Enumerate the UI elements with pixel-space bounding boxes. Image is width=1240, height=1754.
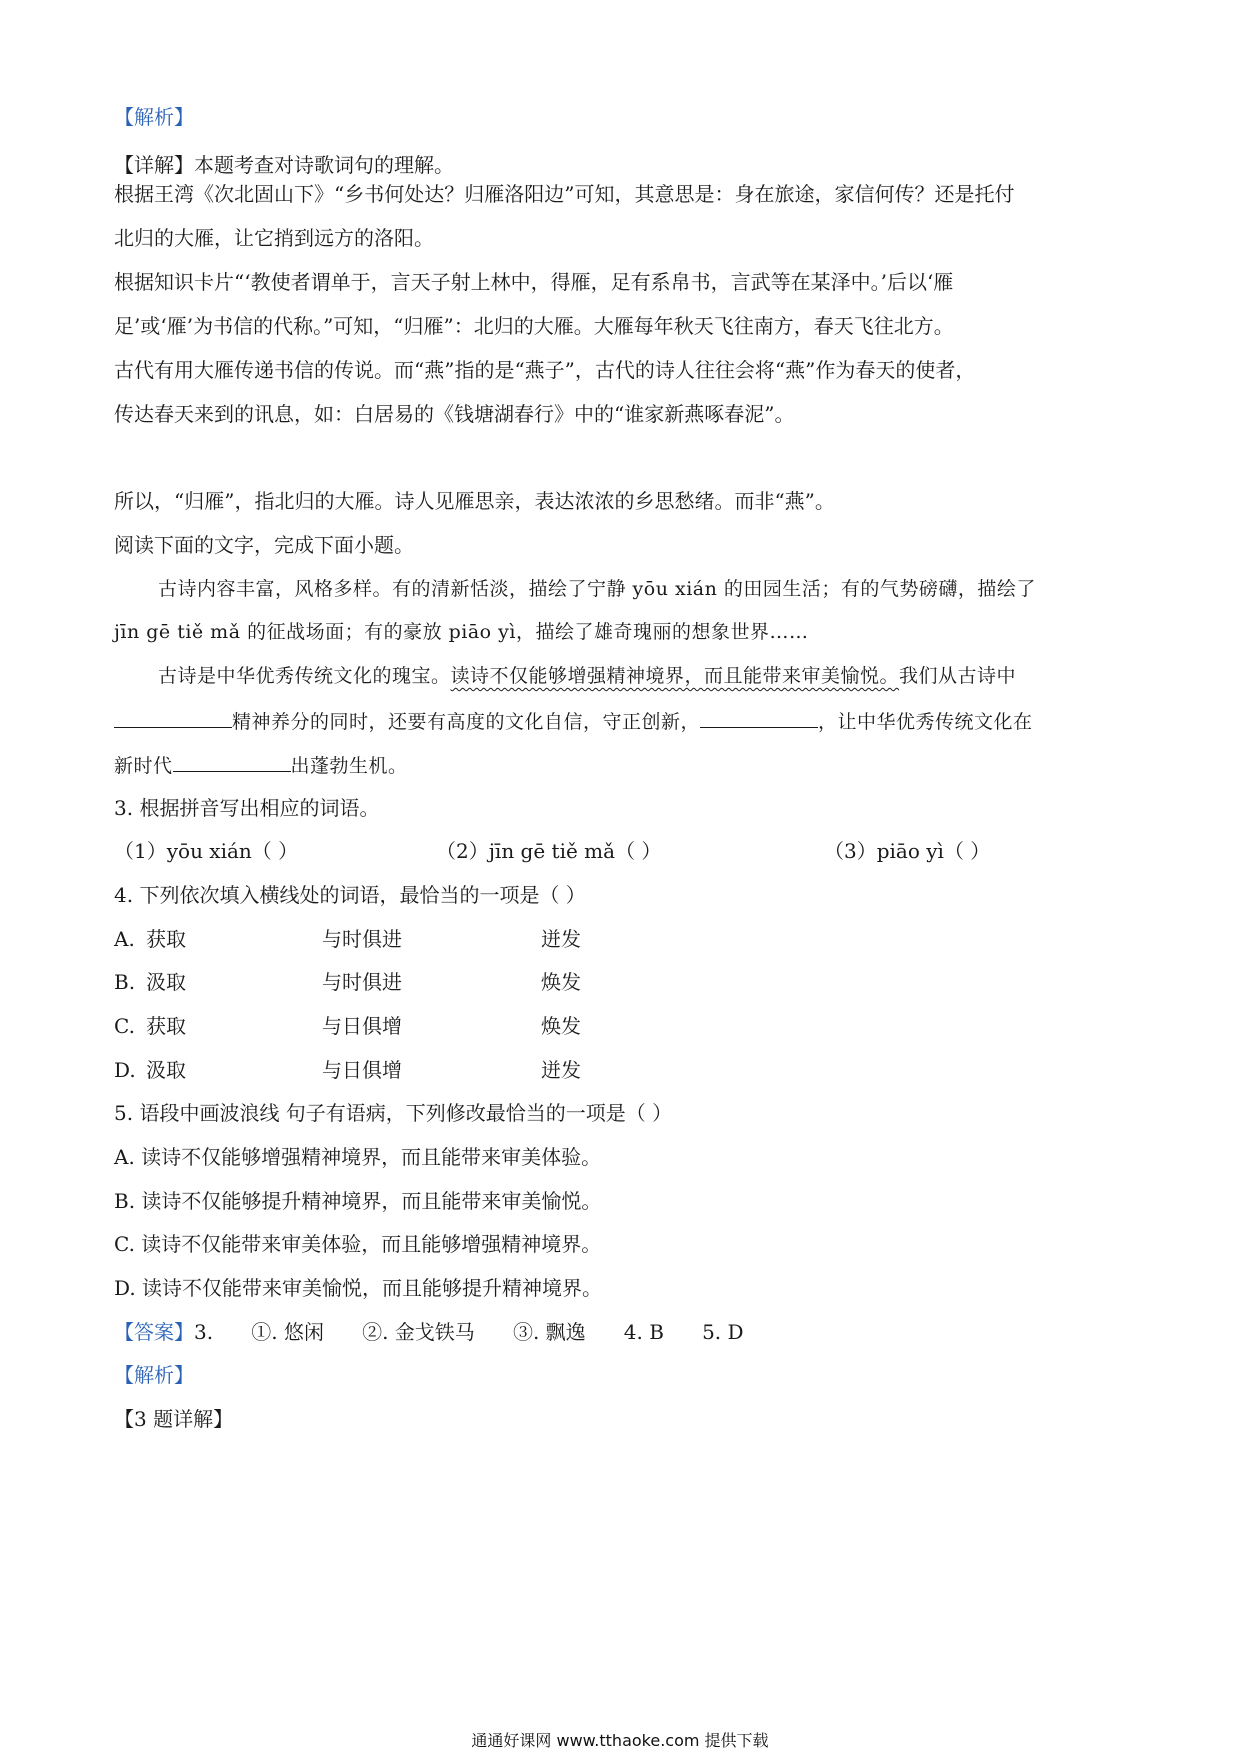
q4-option-c-label: C. bbox=[114, 1014, 135, 1038]
q4-option-b-word-1: 汲取 bbox=[146, 970, 186, 994]
q4-option-d-word-3: 迸发 bbox=[541, 1058, 581, 1082]
q5-option-b: B. 读诗不仅能够提升精神境界，而且能带来审美愉悦。 bbox=[114, 1189, 602, 1213]
q4-option-c-word-2: 与日俱增 bbox=[322, 1014, 402, 1038]
detail-intro: 【详解】本题考查对诗歌词句的理解。 bbox=[114, 153, 454, 177]
passage-line-3 bbox=[158, 661, 1016, 691]
footer-watermark: 通通好课网 www.tthaoke.com 提供下载 bbox=[471, 1731, 769, 1750]
q4-option-c-word-1: 获取 bbox=[146, 1014, 186, 1038]
question-5-stem: 5. 语段中画波浪线 句子有语病，下列修改最恰当的一项是（ ） bbox=[114, 1101, 673, 1125]
reading-instruction: 阅读下面的文字，完成下面小题。 bbox=[114, 533, 414, 557]
paragraph-2-line-3: 古代有用大雁传递书信的传说。而“燕”指的是“燕子”，古代的诗人往往会将“燕”作为春天的使者， bbox=[114, 358, 976, 382]
blank-2 bbox=[700, 705, 818, 728]
q4-option-b-word-3: 焕发 bbox=[541, 970, 581, 994]
passage-line-3-pre: 古诗是中华优秀传统文化的瑰宝。 bbox=[158, 665, 451, 687]
wavy-underlined-sentence: 读诗不仅能够增强精神境界，而且能带来审美愉悦。 bbox=[450, 665, 900, 687]
q4-option-d-label: D. bbox=[114, 1058, 136, 1082]
question-3-detail-heading: 【3 题详解】 bbox=[114, 1407, 234, 1431]
answer-tag: 【答案】 bbox=[114, 1320, 194, 1344]
paragraph-1-line-1: 根据王湾《次北固山下》“乡书何处达？归雁洛阳边”可知，其意思是：身在旅途，家信何传？还是托付 bbox=[114, 182, 1015, 206]
analysis-heading: 【解析】 bbox=[114, 105, 194, 129]
q4-option-d-word-2: 与日俱增 bbox=[322, 1058, 402, 1082]
passage-line-1: 古诗内容丰富，风格多样。有的清新恬淡，描绘了宁静 yōu xián 的田园生活；有的气势磅礴，描绘了 bbox=[158, 578, 1036, 600]
passage-line-5-pre: 新时代 bbox=[114, 755, 173, 777]
question-4-stem: 4. 下列依次填入横线处的词语，最恰当的一项是（ ） bbox=[114, 883, 586, 907]
blank-1 bbox=[114, 705, 232, 728]
analysis-heading-2: 【解析】 bbox=[114, 1363, 194, 1387]
question-3-item-1: （1）yōu xián（ ） bbox=[114, 839, 299, 863]
passage-line-2: jīn gē tiě mǎ 的征战场面；有的豪放 piāo yì，描绘了雄奇瑰丽的想象世界…… bbox=[114, 621, 809, 643]
paragraph-2-line-2: 足’或‘雁’为书信的代称。”可知，“归雁”：北归的大雁。大雁每年秋天飞往南方，春天飞往北方。 bbox=[114, 314, 954, 338]
answer-text: 3. ①. 悠闲 ②. 金戈铁马 ③. 飘逸 4. B 5. D bbox=[194, 1320, 744, 1344]
answer-line bbox=[114, 1317, 744, 1347]
passage-line-4-text-2: ，让中华优秀传统文化在 bbox=[818, 711, 1033, 733]
q4-option-b-word-2: 与时俱进 bbox=[322, 970, 402, 994]
passage-line-4 bbox=[114, 705, 1033, 737]
q4-option-a-word-1: 获取 bbox=[146, 927, 186, 951]
q4-option-c-word-3: 焕发 bbox=[541, 1014, 581, 1038]
passage-line-3-post: 我们从古诗中 bbox=[899, 665, 1017, 687]
passage-line-4-text: 精神养分的同时，还要有高度的文化自信，守正创新， bbox=[232, 711, 701, 733]
question-3-item-2: （2）jīn gē tiě mǎ（ ） bbox=[436, 839, 662, 863]
q5-option-c: C. 读诗不仅能带来审美体验，而且能够增强精神境界。 bbox=[114, 1232, 602, 1256]
q4-option-a-label: A. bbox=[114, 927, 135, 951]
q4-option-a-word-3: 迸发 bbox=[541, 927, 581, 951]
paragraph-3: 所以，“归雁”，指北归的大雁。诗人见雁思亲，表达浓浓的乡思愁绪。而非“燕”。 bbox=[114, 489, 835, 513]
q4-option-b-label: B. bbox=[114, 970, 136, 994]
paragraph-2-line-1: 根据知识卡片“‘教使者谓单于，言天子射上林中，得雁，足有系帛书，言武等在某泽中。’后以‘雁 bbox=[114, 270, 954, 294]
question-3-item-3: （3）piāo yì（ ） bbox=[824, 839, 991, 863]
passage-line-5 bbox=[114, 749, 408, 781]
passage-line-5-post: 出蓬勃生机。 bbox=[290, 755, 408, 777]
question-3-stem: 3. 根据拼音写出相应的词语。 bbox=[114, 796, 380, 820]
q4-option-a-word-2: 与时俱进 bbox=[322, 927, 402, 951]
blank-3 bbox=[173, 749, 291, 772]
q5-option-a: A. 读诗不仅能够增强精神境界，而且能带来审美体验。 bbox=[114, 1145, 602, 1169]
q5-option-d: D. 读诗不仅能带来审美愉悦，而且能够提升精神境界。 bbox=[114, 1276, 603, 1300]
paragraph-1-line-2: 北归的大雁，让它捎到远方的洛阳。 bbox=[114, 226, 434, 250]
q4-option-d-word-1: 汲取 bbox=[146, 1058, 186, 1082]
paragraph-2-line-4: 传达春天来到的讯息，如：白居易的《钱塘湖春行》中的“谁家新燕啄春泥”。 bbox=[114, 402, 795, 426]
